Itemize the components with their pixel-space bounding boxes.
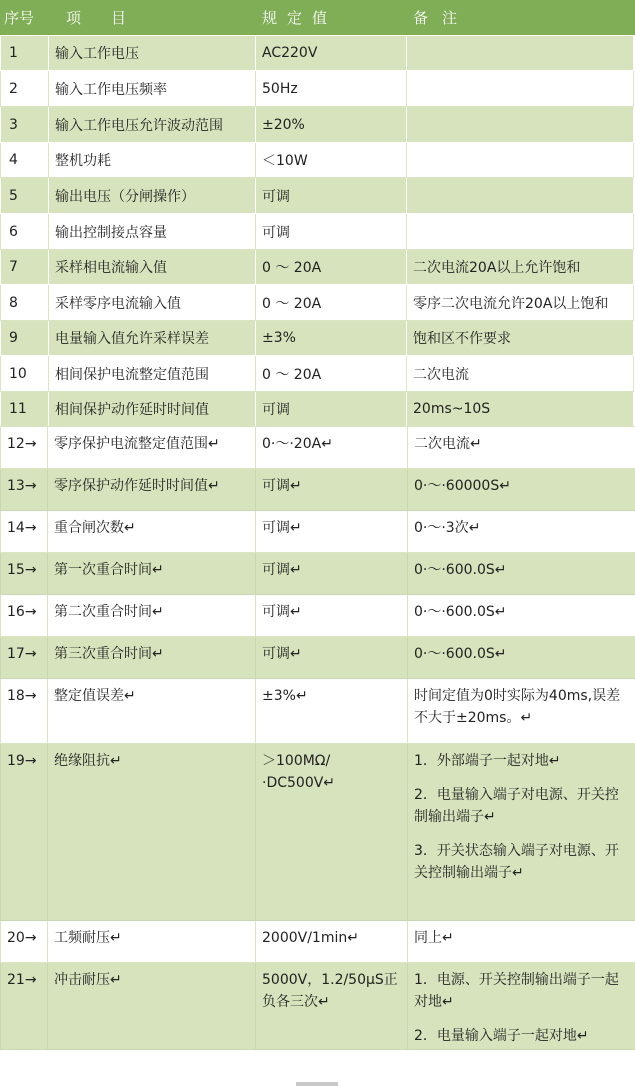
note-line: 2．电量输入端子对电源、开关控制输出端子↵ xyxy=(414,787,619,825)
cell-note xyxy=(407,178,634,214)
cell-item: 采样零序电流输入值 xyxy=(49,285,256,321)
cell-item: 第三次重合时间↵ xyxy=(48,637,256,679)
cell-no: 20→ xyxy=(1,921,48,963)
table-row xyxy=(1,107,634,143)
cell-note xyxy=(408,427,635,469)
cell-no: 15→ xyxy=(1,553,48,595)
cell-note xyxy=(408,921,635,963)
header-item: 项目 xyxy=(66,9,157,27)
cell-value: 可调↵ xyxy=(256,595,408,637)
cell-no: 13→ xyxy=(1,469,48,511)
cell-item: 第二次重合时间↵ xyxy=(48,595,256,637)
cell-note xyxy=(408,511,635,553)
cell-item: 输出电压（分闸操作） xyxy=(49,178,256,214)
cell-note xyxy=(408,553,635,595)
cell-no: 21→ xyxy=(1,963,48,1050)
table-row xyxy=(1,744,635,921)
cell-item: 零序保护动作延时时间值↵ xyxy=(48,469,256,511)
cell-note: 二次电流20A以上允许饱和 xyxy=(407,250,634,285)
cell-item: 采样相电流输入值 xyxy=(49,250,256,285)
cell-value: 0 ～ 20A xyxy=(256,285,407,321)
table-row xyxy=(1,595,635,637)
cell-no: 6 xyxy=(1,214,49,250)
note-line: 0·～·60000S↵ xyxy=(414,478,511,494)
table-row xyxy=(1,427,635,469)
cell-item: 输入工作电压 xyxy=(49,36,256,71)
cell-value: 可调 xyxy=(256,178,407,214)
table-row xyxy=(1,553,635,595)
cell-value: ±3% xyxy=(256,321,407,356)
cell-no: 3 xyxy=(1,107,49,143)
table-row xyxy=(1,921,635,963)
scrollbar-thumb[interactable] xyxy=(296,1082,338,1086)
table-row xyxy=(1,178,634,214)
cell-no: 4 xyxy=(1,143,49,178)
table-row xyxy=(1,637,635,679)
cell-no: 1 xyxy=(1,36,49,71)
note-line: 同上↵ xyxy=(414,930,454,946)
cell-no: 5 xyxy=(1,178,49,214)
cell-note: 饱和区不作要求 xyxy=(407,321,634,356)
cell-note xyxy=(408,595,635,637)
cell-item: 零序保护电流整定值范围↵ xyxy=(48,427,256,469)
note-line: 3．开关状态输入端子对电源、开关控制输出端子↵ xyxy=(414,843,619,881)
cell-note xyxy=(407,107,634,143)
cell-no: 16→ xyxy=(1,595,48,637)
cell-value: ±20% xyxy=(256,107,407,143)
cell-value: 0 ～ 20A xyxy=(256,250,407,285)
cell-item: 绝缘阻抗↵ xyxy=(48,744,256,921)
note-line: 2．电量输入端子一起对地↵ xyxy=(414,1028,589,1044)
cell-item: 第一次重合时间↵ xyxy=(48,553,256,595)
cell-note xyxy=(408,963,635,1050)
cell-value: 可调 xyxy=(256,392,407,427)
table-row xyxy=(1,71,634,107)
cell-no: 9 xyxy=(1,321,49,356)
cell-note: 20ms~10S xyxy=(407,392,634,427)
cell-value: 可调↵ xyxy=(256,637,408,679)
note-line: 0·～·600.0S↵ xyxy=(414,604,507,620)
cell-item: 输出控制接点容量 xyxy=(49,214,256,250)
cell-no: 18→ xyxy=(1,679,48,744)
cell-value: 可调 xyxy=(256,214,407,250)
table-row xyxy=(1,321,634,356)
cell-item: 输入工作电压频率 xyxy=(49,71,256,107)
note-line: 1．电源、开关控制输出端子一起对地↵ xyxy=(414,972,619,1010)
cell-item: 电量输入值允许采样误差 xyxy=(49,321,256,356)
cell-note xyxy=(407,71,634,107)
note-line: 时间定值为0时实际为40ms,误差不大于±20ms。↵ xyxy=(414,688,621,726)
cell-no: 2 xyxy=(1,71,49,107)
cell-item: 输入工作电压允许波动范围 xyxy=(49,107,256,143)
header-value: 规定值 xyxy=(262,9,338,27)
note-line: 0·～·600.0S↵ xyxy=(414,562,507,578)
cell-value: 2000V/1min↵ xyxy=(256,921,408,963)
cell-no: 14→ xyxy=(1,511,48,553)
cell-note xyxy=(408,679,635,744)
cell-value: ±3%↵ xyxy=(256,679,408,744)
cell-item: 相间保护动作延时时间值 xyxy=(49,392,256,427)
cell-no: 17→ xyxy=(1,637,48,679)
header-no: 序号 xyxy=(4,9,35,27)
spec-table-bottom xyxy=(0,426,635,1050)
cell-note xyxy=(407,36,634,71)
cell-note xyxy=(408,744,635,921)
table-row xyxy=(1,36,634,71)
cell-no: 7 xyxy=(1,250,49,285)
table-row xyxy=(1,143,634,178)
table-header xyxy=(0,0,635,35)
cell-no: 8 xyxy=(1,285,49,321)
cell-item: 重合闸次数↵ xyxy=(48,511,256,553)
cell-value: 50Hz xyxy=(256,71,407,107)
cell-no: 10 xyxy=(1,356,49,392)
cell-note xyxy=(408,637,635,679)
cell-no: 19→ xyxy=(1,744,48,921)
cell-note xyxy=(407,214,634,250)
table-row xyxy=(1,250,634,285)
cell-note xyxy=(407,143,634,178)
cell-note: 零序二次电流允许20A以上饱和 xyxy=(407,285,634,321)
cell-value: ＜10W xyxy=(256,143,407,178)
cell-value: 可调↵ xyxy=(256,553,408,595)
cell-value: 5000V，1.2/50μS正负各三次↵ xyxy=(256,963,408,1050)
cell-note: 二次电流 xyxy=(407,356,634,392)
table-row xyxy=(1,392,634,427)
note-line: 0·～·600.0S↵ xyxy=(414,646,507,662)
cell-no: 11 xyxy=(1,392,49,427)
cell-value: ＞100MΩ/·DC500V↵ xyxy=(256,744,408,921)
note-line: 0·～·3次↵ xyxy=(414,520,481,536)
cell-item: 工频耐压↵ xyxy=(48,921,256,963)
cell-item: 冲击耐压↵ xyxy=(48,963,256,1050)
cell-item: 整定值误差↵ xyxy=(48,679,256,744)
spec-table-top xyxy=(0,35,634,427)
cell-no: 12→ xyxy=(1,427,48,469)
table-row xyxy=(1,679,635,744)
table-row xyxy=(1,214,634,250)
cell-note xyxy=(408,469,635,511)
table-row xyxy=(1,511,635,553)
note-line: 1．外部端子一起对地↵ xyxy=(414,753,561,769)
table-row xyxy=(1,285,634,321)
cell-value: 可调↵ xyxy=(256,511,408,553)
cell-value: 0 ～ 20A xyxy=(256,356,407,392)
header-note: 备注 xyxy=(413,9,472,27)
table-row xyxy=(1,469,635,511)
cell-value: AC220V xyxy=(256,36,407,71)
cell-item: 相间保护电流整定值范围 xyxy=(49,356,256,392)
note-line: 二次电流↵ xyxy=(414,436,482,452)
table-row xyxy=(1,963,635,1050)
cell-item: 整机功耗 xyxy=(49,143,256,178)
table-row xyxy=(1,356,634,392)
cell-value: 可调↵ xyxy=(256,469,408,511)
cell-value: 0·～·20A↵ xyxy=(256,427,408,469)
